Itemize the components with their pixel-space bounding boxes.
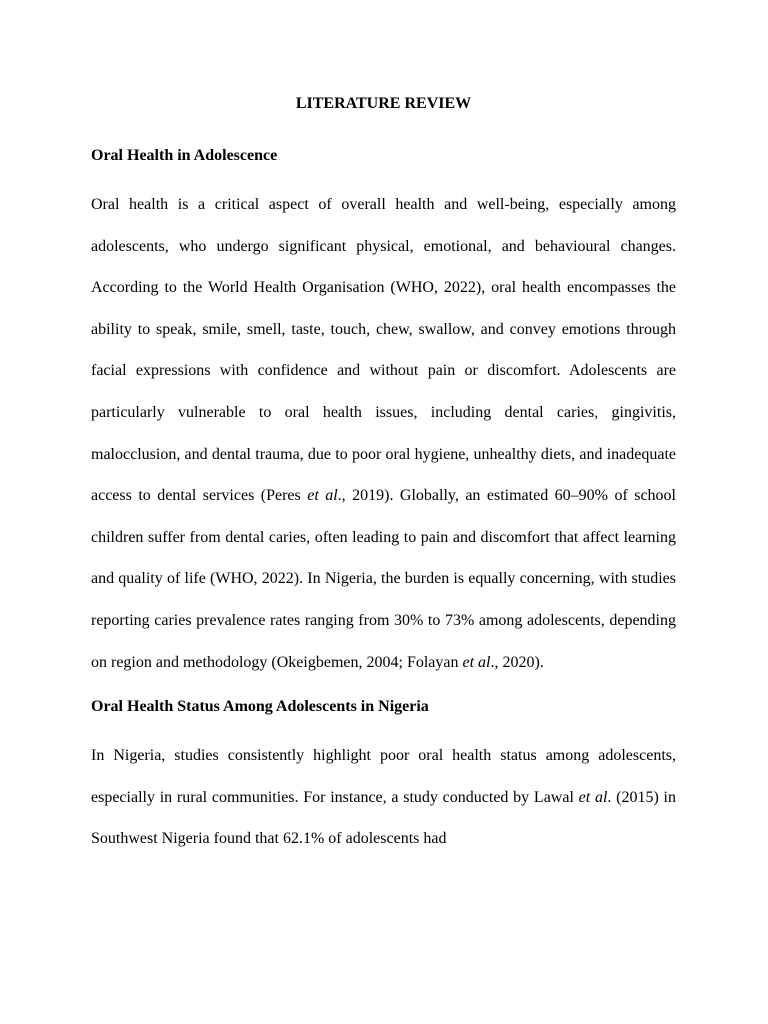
paragraph-oral-health-adolescence <box>91 184 676 683</box>
italic-et-al: et al <box>462 653 491 671</box>
paragraph-text: Oral health is a critical aspect of overall health and well-being, especially among adolescents, who undergo significant physical, emotional, and behavioural changes. According to the World Health Organisation (WHO, 2022), oral health encompasses the ability to speak, smile, smell, taste, touch, chew, swallow, and convey emotions through facial expressions with confidence and without pain or discomfort. Adolescents are particularly vulnerable to oral health issues, including dental caries, gingivitis, malocclusion, and dental trauma, due to poor oral hygiene, unhealthy diets, and inadequate access to dental services (Peres <box>91 196 676 505</box>
section-heading-oral-health-status-nigeria: Oral Health Status Among Adolescents in Nigeria <box>91 698 429 716</box>
document-title: LITERATURE REVIEW <box>295 95 472 112</box>
italic-et-al: et al <box>307 487 338 505</box>
paragraph-text: In Nigeria, studies consistently highlight poor oral health status among adolescents, especially in rural communities. For instance, a study conducted by Lawal <box>91 747 676 806</box>
italic-et-al: et al <box>578 788 608 806</box>
section-heading-oral-health-adolescence: Oral Health in Adolescence <box>91 147 278 164</box>
paragraph-text: ., 2020). <box>490 653 544 671</box>
paragraph-oral-health-status-nigeria <box>91 735 676 860</box>
paragraph-text: ., 2019). Globally, an estimated 60–90% of school children suffer from dental caries, often leading to pain and discomfort that affect learning and quality of life (WHO, 2022). In Nigeria, the burden is equally concerning, with studies reporting caries prevalence rates ranging from 30% to 73% among adolescents, depending on region and methodology (Okeigbemen, 2004; Folayan <box>91 487 677 671</box>
paragraph-text: . (2015) in Southwest Nigeria found that 62.1% of adolescents had <box>91 788 677 848</box>
document-body <box>91 92 676 872</box>
